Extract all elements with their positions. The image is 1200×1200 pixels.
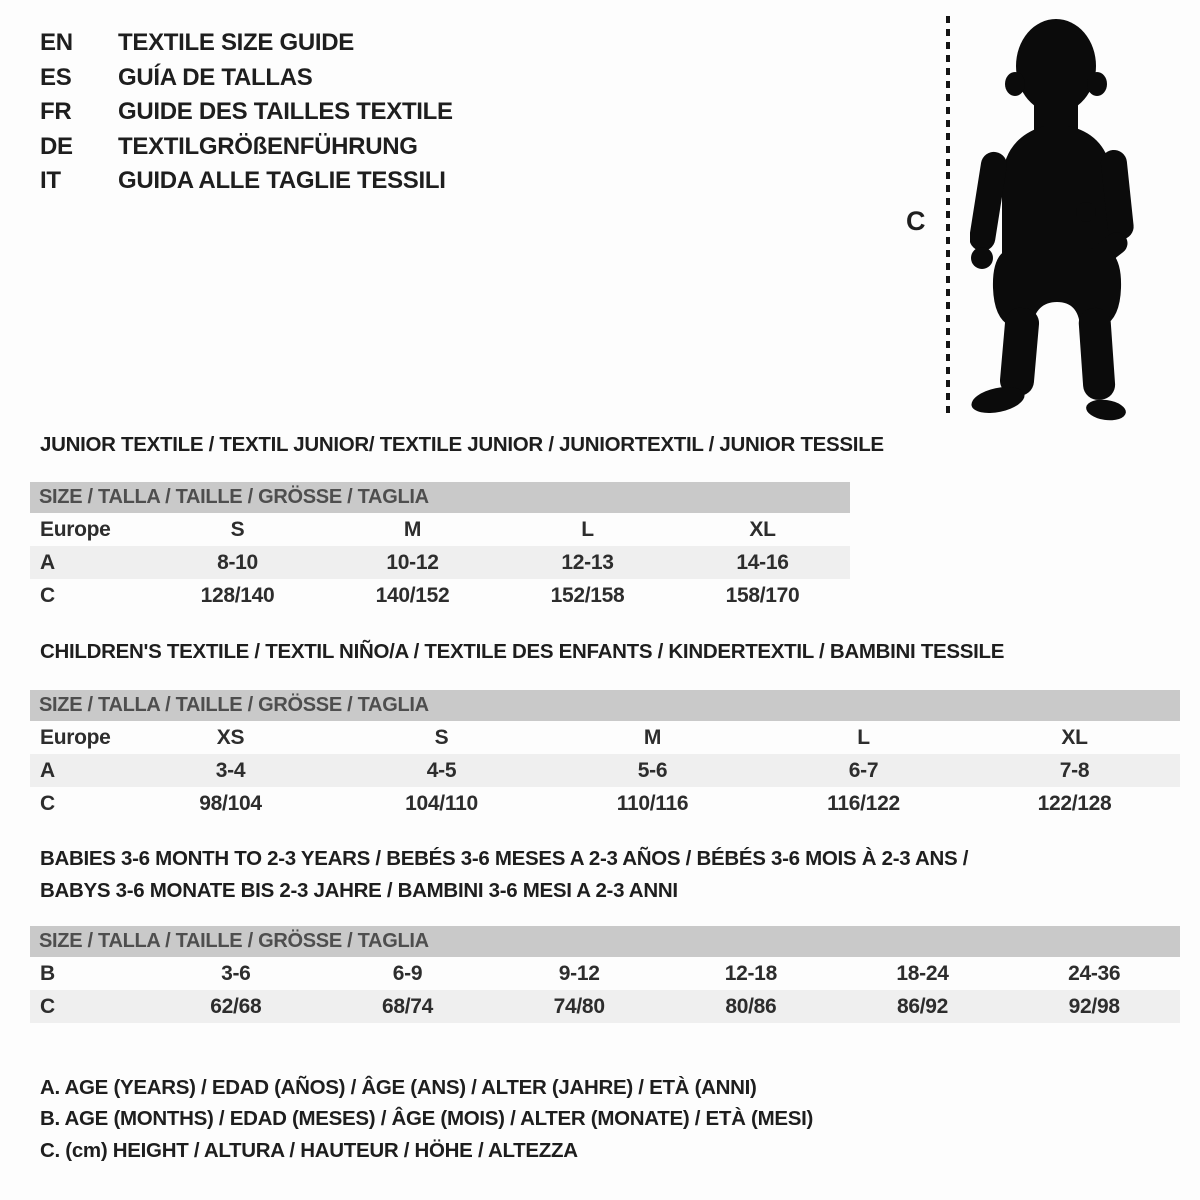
table-row-height: [30, 787, 1180, 820]
baby-silhouette: [970, 12, 1142, 422]
height-measure-dashed-line: [946, 16, 950, 416]
children-section-title: CHILDREN'S TEXTILE / TEXTIL NIÑO/A / TEXTILE DES ENFANTS / KINDERTEXTIL / BAMBINI TESSILE: [40, 640, 1005, 663]
table-row-months: [30, 957, 1180, 990]
guide-title-fr: GUIDE DES TAILLES TEXTILE: [118, 98, 453, 126]
row-label: Europe: [40, 725, 111, 749]
size-cell: 24-36: [1068, 961, 1121, 985]
size-cell: M: [643, 725, 662, 749]
language-code: ES: [40, 63, 72, 91]
table-row-height: [30, 990, 1180, 1023]
size-cell: XL: [749, 517, 776, 541]
legend-age-months: B. AGE (MONTHS) / EDAD (MESES) / ÂGE (MOIS) / ALTER (MONATE) / ETÀ (MESI): [40, 1107, 814, 1131]
babies-section-title-line1: BABIES 3-6 MONTH TO 2-3 YEARS / BEBÉS 3-6 MESES A 2-3 AÑOS / BÉBÉS 3-6 MOIS À 2-3 ANS /: [40, 847, 969, 870]
size-cell: 3-6: [221, 961, 251, 985]
size-cell: 158/170: [725, 583, 800, 607]
size-cell: 12-13: [561, 550, 614, 574]
row-label: A: [40, 550, 55, 574]
size-header-label: SIZE / TALLA / TAILLE / GRÖSSE / TAGLIA: [39, 486, 429, 508]
table-row-europe: [30, 721, 1180, 754]
size-cell: 86/92: [896, 994, 949, 1018]
size-cell: XS: [216, 725, 245, 749]
language-row-it: [40, 164, 453, 199]
size-cell: 62/68: [210, 994, 262, 1018]
row-label: B: [40, 961, 55, 985]
size-cell: L: [581, 517, 594, 541]
size-cell: 152/158: [550, 583, 625, 607]
language-code: IT: [40, 167, 61, 195]
size-cell: 116/122: [827, 791, 900, 815]
language-row-es: [40, 61, 453, 96]
size-cell: 5-6: [637, 758, 668, 782]
guide-title-es: GUÍA DE TALLAS: [118, 63, 313, 91]
size-cell: 68/74: [381, 994, 434, 1018]
size-cell: 6-7: [848, 758, 879, 782]
size-cell: 10-12: [386, 550, 439, 574]
table-row-height: [30, 579, 850, 612]
guide-title-it: GUIDA ALLE TAGLIE TESSILI: [118, 167, 446, 195]
size-cell: S: [434, 725, 449, 749]
language-title-list: [40, 26, 453, 199]
size-cell: 3-4: [215, 758, 246, 782]
size-header-label: SIZE / TALLA / TAILLE / GRÖSSE / TAGLIA: [39, 930, 429, 952]
table-row-age: [30, 546, 850, 579]
legend-height-cm: C. (cm) HEIGHT / ALTURA / HAUTEUR / HÖHE / ALTEZZA: [40, 1138, 578, 1162]
guide-title-en: TEXTILE SIZE GUIDE: [118, 29, 354, 57]
size-cell: 14-16: [736, 550, 789, 574]
language-row-fr: [40, 95, 453, 130]
height-measure-label: C: [906, 206, 926, 236]
size-cell: S: [230, 517, 245, 541]
babies-size-table: [30, 957, 1180, 1023]
legend-age-years: A. AGE (YEARS) / EDAD (AÑOS) / ÂGE (ANS) / ALTER (JAHRE) / ETÀ (ANNI): [40, 1075, 757, 1099]
size-cell: 4-5: [426, 758, 457, 782]
size-cell: 74/80: [553, 994, 605, 1018]
junior-section-title: JUNIOR TEXTILE / TEXTIL JUNIOR/ TEXTILE JUNIOR / JUNIORTEXTIL / JUNIOR TESSILE: [40, 433, 884, 456]
row-label: C: [40, 791, 55, 815]
size-cell: M: [403, 517, 422, 541]
language-code: EN: [40, 29, 73, 57]
row-label: C: [40, 994, 55, 1018]
table-row-age: [30, 754, 1180, 787]
language-row-de: [40, 130, 453, 165]
baby-silhouette-shapes: [970, 19, 1135, 422]
size-cell: 92/98: [1068, 994, 1120, 1018]
language-code: DE: [40, 132, 73, 160]
size-cell: 6-9: [392, 961, 423, 985]
size-cell: 7-8: [1059, 758, 1090, 782]
size-cell: 140/152: [375, 583, 450, 607]
size-header-label: SIZE / TALLA / TAILLE / GRÖSSE / TAGLIA: [39, 694, 429, 716]
size-cell: 8-10: [217, 550, 258, 574]
size-cell: 128/140: [200, 583, 275, 607]
size-cell: 98/104: [199, 791, 262, 815]
size-cell: 18-24: [896, 961, 949, 985]
guide-title-de: TEXTILGRÖßENFÜHRUNG: [118, 132, 418, 160]
children-size-table: [30, 721, 1180, 820]
row-label: Europe: [40, 517, 111, 541]
junior-size-header-band: [30, 482, 850, 513]
size-cell: 9-12: [558, 961, 600, 985]
size-cell: 12-18: [724, 961, 777, 985]
language-code: FR: [40, 98, 72, 126]
language-row-en: [40, 26, 453, 61]
size-cell: 122/128: [1037, 791, 1112, 815]
row-label: A: [40, 758, 55, 782]
junior-size-table: [30, 513, 850, 612]
size-cell: XL: [1061, 725, 1088, 749]
size-cell: 80/86: [725, 994, 777, 1018]
measurement-legend: [40, 1072, 813, 1167]
babies-size-header-band: [30, 926, 1180, 957]
children-size-header-band: [30, 690, 1180, 721]
size-cell: 104/110: [405, 791, 478, 815]
table-row-europe: [30, 513, 850, 546]
size-cell: L: [857, 725, 870, 749]
row-label: C: [40, 583, 55, 607]
babies-section-title-line2: BABYS 3-6 MONATE BIS 2-3 JAHRE / BAMBINI 3-6 MESI A 2-3 ANNI: [40, 879, 678, 902]
size-cell: 110/116: [616, 791, 689, 815]
